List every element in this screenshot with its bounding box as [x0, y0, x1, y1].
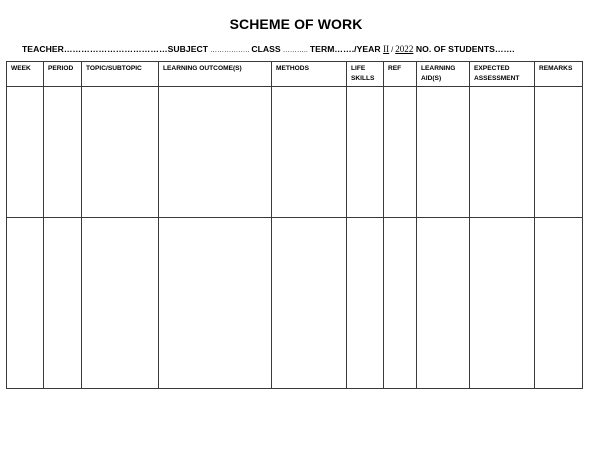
- column-header-life-skills: LIFE SKILLS: [347, 62, 384, 87]
- column-header-ref: REF: [384, 62, 417, 87]
- table-cell[interactable]: [44, 87, 82, 218]
- table-cell[interactable]: [417, 218, 470, 389]
- term-value: II: [383, 44, 390, 54]
- table-cell[interactable]: [535, 218, 583, 389]
- table-row: [7, 87, 583, 218]
- separator: /: [389, 47, 396, 54]
- table-cell[interactable]: [384, 218, 417, 389]
- column-header-expected-assessment: EXPECTED ASSESSMENT: [470, 62, 535, 87]
- column-header-topic: TOPIC/SUBTOPIC: [82, 62, 159, 87]
- students-field: NO. OF STUDENTS…….: [413, 44, 515, 54]
- table-cell[interactable]: [347, 87, 384, 218]
- column-header-remarks: REMARKS: [535, 62, 583, 87]
- page-title: SCHEME OF WORK: [229, 16, 363, 32]
- table-cell[interactable]: [470, 218, 535, 389]
- column-header-week: WEEK: [7, 62, 44, 87]
- table-cell[interactable]: [44, 218, 82, 389]
- table-cell[interactable]: [159, 87, 272, 218]
- class-field: ………..: [280, 47, 310, 54]
- year-value: 2022: [395, 44, 414, 54]
- column-header-methods: METHODS: [272, 62, 347, 87]
- table-cell[interactable]: [384, 87, 417, 218]
- table-cell[interactable]: [7, 87, 44, 218]
- subject-field: ……………..: [208, 47, 252, 54]
- scheme-table: [6, 61, 583, 389]
- term-year-field: TERM……./YEAR: [309, 44, 384, 54]
- table-row: [7, 218, 583, 389]
- subject-label: SUBJECT: [167, 44, 209, 54]
- table-cell[interactable]: [82, 218, 159, 389]
- header-row: [7, 62, 583, 87]
- table-cell[interactable]: [7, 218, 44, 389]
- column-header-learning-aids: LEARNING AID(S): [417, 62, 470, 87]
- column-header-learning-outcomes: LEARNING OUTCOME(S): [159, 62, 272, 87]
- table-cell[interactable]: [82, 87, 159, 218]
- column-header-period: PERIOD: [44, 62, 82, 87]
- table-cell[interactable]: [272, 87, 347, 218]
- header-fields: [22, 44, 515, 54]
- table-cell[interactable]: [417, 87, 470, 218]
- class-label: CLASS: [251, 44, 281, 54]
- teacher-field: TEACHER………………………………: [22, 44, 168, 54]
- table-cell[interactable]: [535, 87, 583, 218]
- table-cell[interactable]: [470, 87, 535, 218]
- table-cell[interactable]: [347, 218, 384, 389]
- table-cell[interactable]: [272, 218, 347, 389]
- table-cell[interactable]: [159, 218, 272, 389]
